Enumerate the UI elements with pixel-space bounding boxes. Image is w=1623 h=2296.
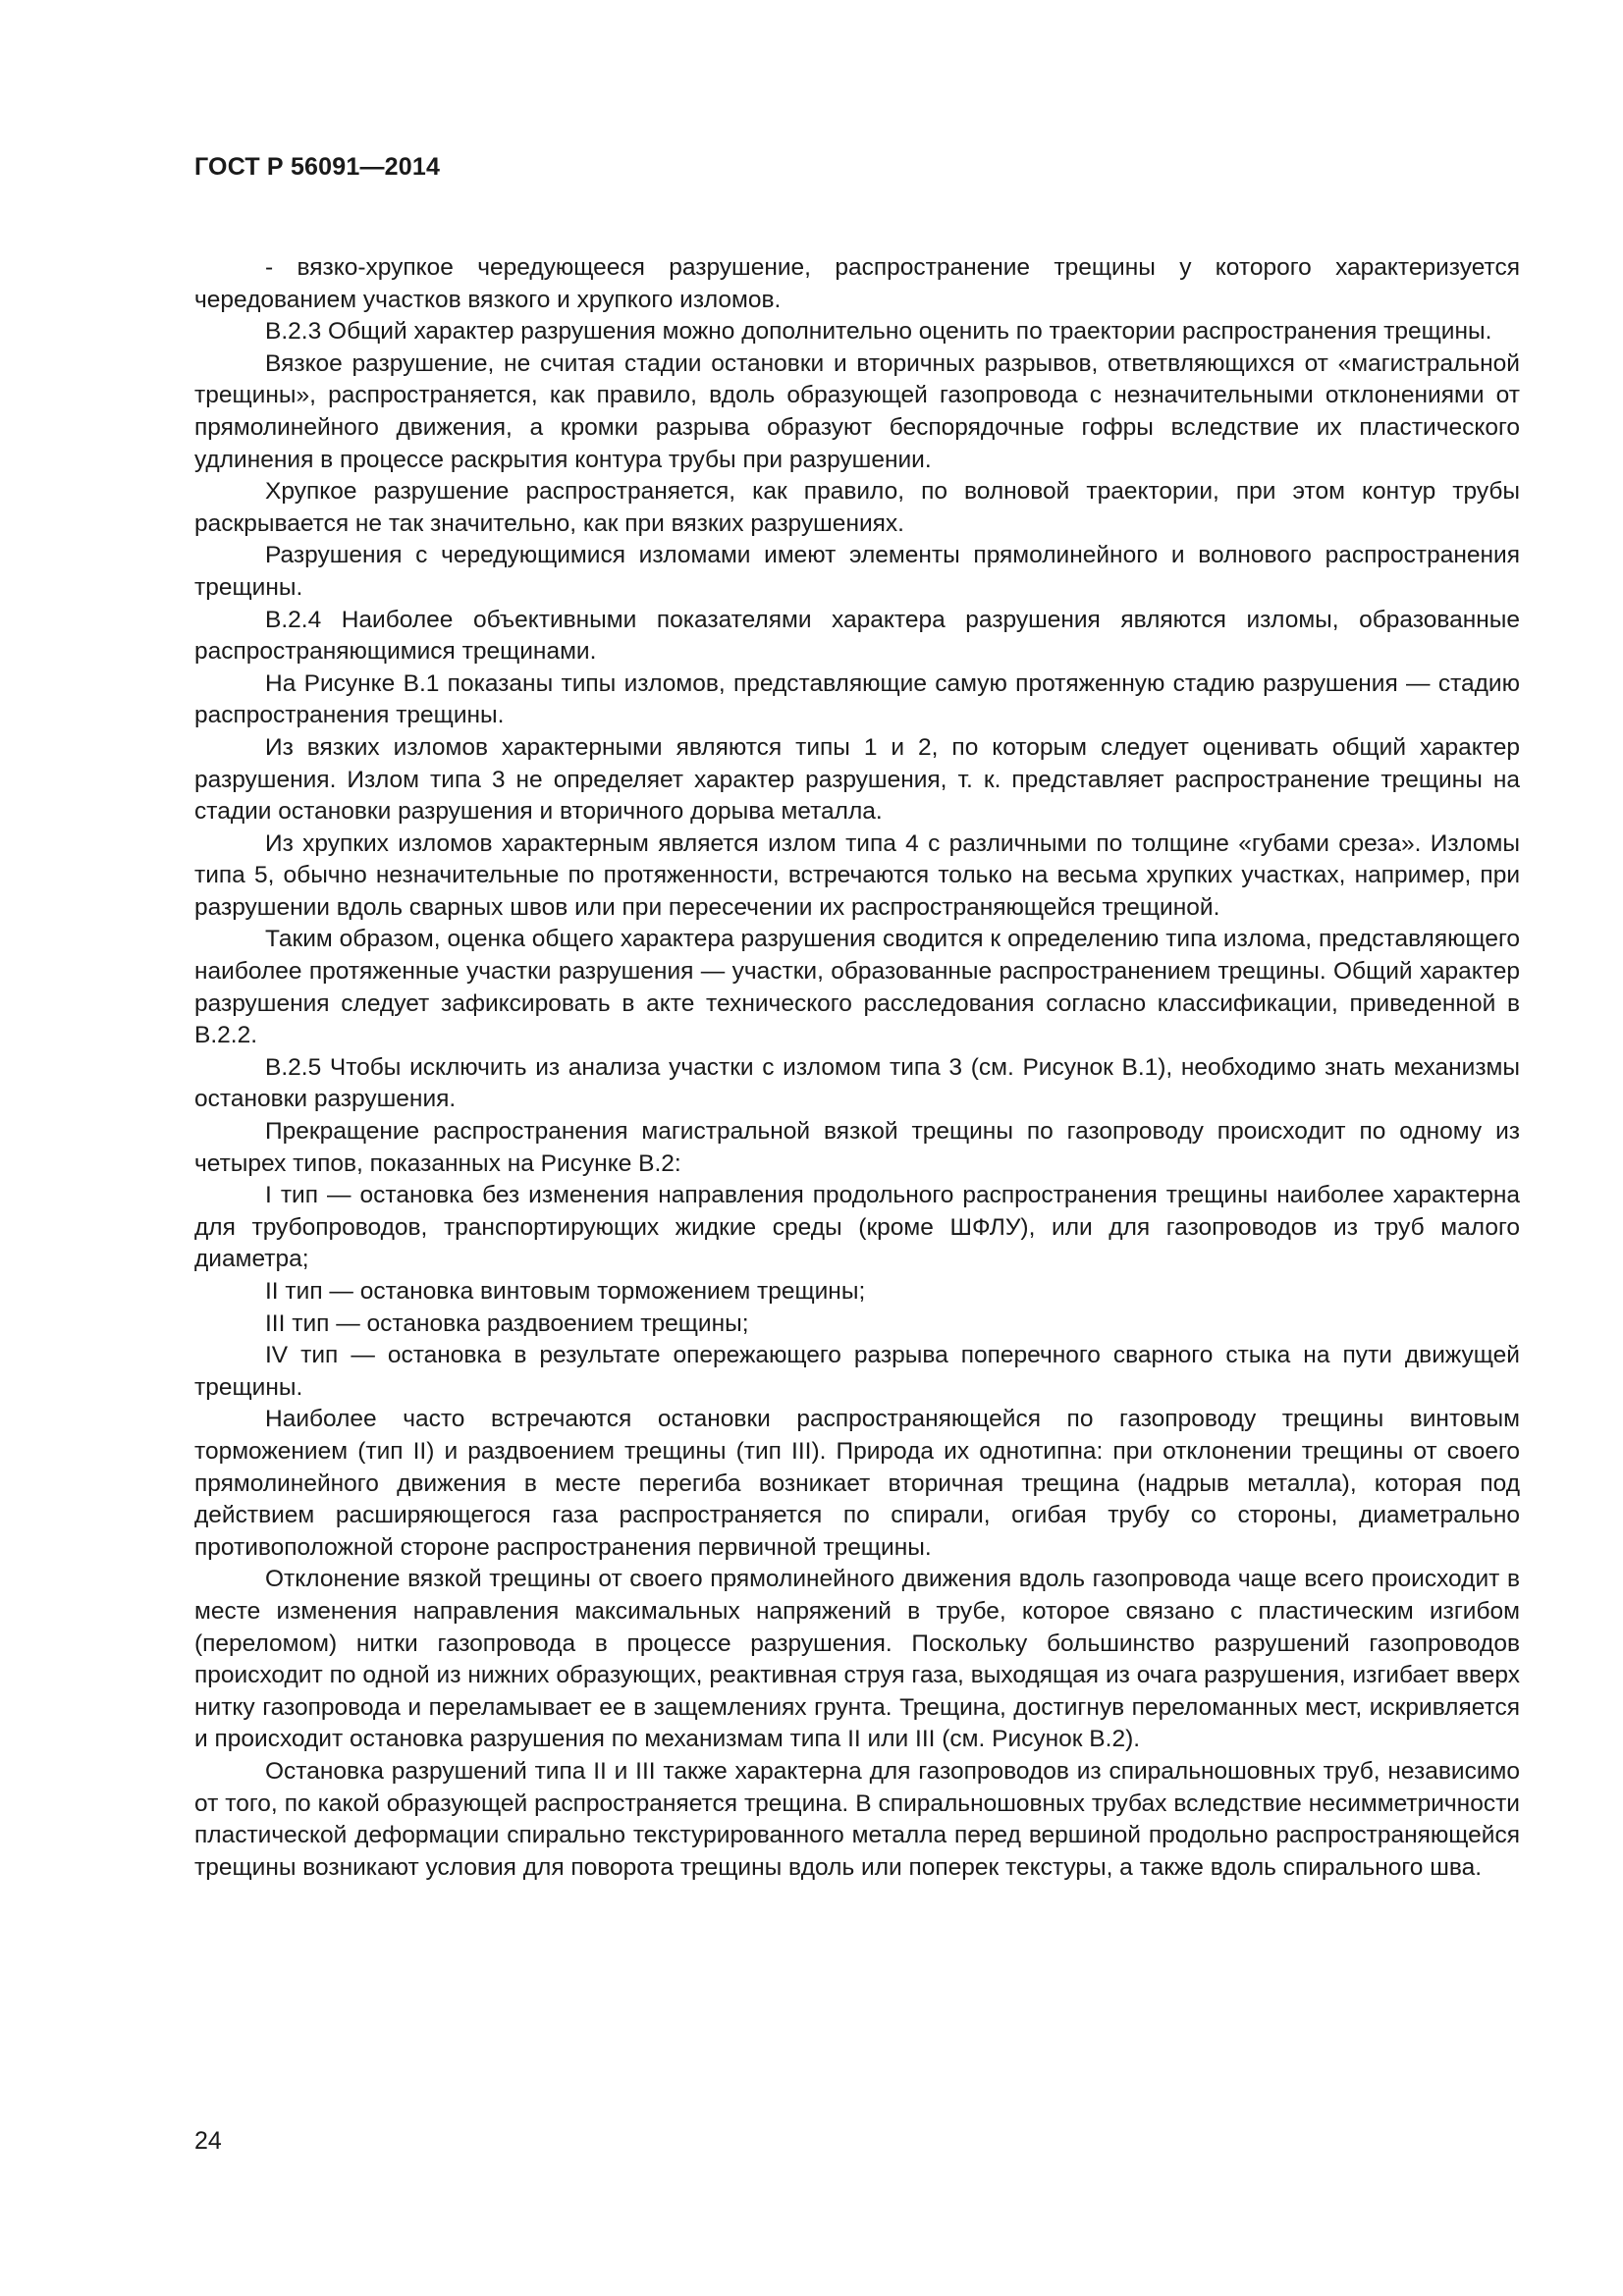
paragraph: В.2.5 Чтобы исключить из анализа участки с изломом типа 3 (см. Рисунок В.1), необходимо знать механизмы остановки разрушения.	[194, 1053, 1520, 1113]
paragraph: I тип — остановка без изменения направления продольного распространения трещины наиболее характерна для трубопроводов, транспортирующих жидкие среды (кроме ШФЛУ), или для газопроводов из труб малого диаметра;	[194, 1182, 1520, 1273]
paragraph: Прекращение распространения магистральной вязкой трещины по газопроводу происходит по одному из четырех типов, показанных на Рисунке В.2:	[194, 1118, 1520, 1177]
paragraph: Из вязких изломов характерными являются типы 1 и 2, по которым следует оценивать общий характер разрушения. Излом типа 3 не определяет характер разрушения, т. к. представляет распространение трещины на стадии остановки разрушения и вторичного дорыва металла.	[194, 733, 1520, 826]
paragraph: IV тип — остановка в результате опережающего разрыва поперечного сварного стыка на пути движущей трещины.	[194, 1342, 1520, 1401]
paragraph: II тип — остановка винтовым торможением трещины;	[265, 1278, 866, 1305]
paragraph: Остановка разрушений типа II и III также характерна для газопроводов из спиральношовных труб, независимо от того, по какой образующей распространяется трещина. В спиральношовных трубах вследствие несимметричности пластической деформации спирально текстурированного металла перед вершиной продольно распространяющейся трещины возникают условия для поворота трещины вдоль или поперек текстуры, а также вдоль спирального шва.	[194, 1757, 1520, 1881]
paragraph: III тип — остановка раздвоением трещины;	[265, 1309, 749, 1337]
paragraph: Таким образом, оценка общего характера разрушения сводится к определению типа излома, представляющего наиболее протяженные участки разрушения — участки, образованные распространением трещины. Общий характер разрушения следует зафиксировать в акте технического расследования согласно классификации, приведенной в В.2.2.	[194, 926, 1520, 1049]
paragraph: Вязкое разрушение, не считая стадии остановки и вторичных разрывов, ответвляющихся от «магистральной трещины», распространяется, как правило, вдоль образующей газопровода с незначительными отклонениями от прямолинейного движения, а кромки разрыва образуют беспорядочные гофры вследствие их пластического удлинения в процессе раскрытия контура трубы при разрушении.	[194, 349, 1520, 473]
paragraph: В.2.3 Общий характер разрушения можно дополнительно оценить по траектории распространения трещины.	[265, 318, 1492, 346]
page-number: 24	[194, 2127, 222, 2155]
paragraph: На Рисунке В.1 показаны типы изломов, представляющие самую протяженную стадию разрушения — стадию распространения трещины.	[194, 669, 1520, 729]
paragraph: Наиболее часто встречаются остановки распространяющейся по газопроводу трещины винтовым торможением (тип II) и раздвоением трещины (тип III). Природа их однотипна: при отклонении трещины от своего прямолинейного движения в месте перегиба возникает вторичная трещина (надрыв металла), которая под действием расширяющегося газа распространяется по спирали, огибая трубу со стороны, диаметрально противоположной стороне распространения первичной трещины.	[194, 1406, 1520, 1561]
paragraph: Хрупкое разрушение распространяется, как правило, по волновой траектории, при этом контур трубы раскрывается не так значительно, как при вязких разрушениях.	[194, 478, 1520, 537]
paragraph: В.2.4 Наиболее объективными показателями характера разрушения являются изломы, образованные распространяющимися трещинами.	[194, 606, 1520, 666]
document-header: ГОСТ Р 56091—2014	[194, 153, 441, 181]
paragraph: - вязко-хрупкое чередующееся разрушение, распространение трещины у которого характеризуется чередованием участков вязкого и хрупкого изломов.	[194, 254, 1520, 313]
paragraph: Из хрупких изломов характерным является излом типа 4 с различными по толщине «губами среза». Изломы типа 5, обычно незначительные по протяженности, встречаются только на весьма хрупких участках, например, при разрушении вдоль сварных швов или при пересечении их распространяющейся трещиной.	[194, 829, 1520, 921]
document-body	[194, 252, 1520, 1884]
paragraph: Отклонение вязкой трещины от своего прямолинейного движения вдоль газопровода чаще всего происходит в месте изменения направления максимальных напряжений в трубе, которое связано с пластическим изгибом (переломом) нитки газопровода в процессе разрушения. Поскольку большинство разрушений газопроводов происходит по одной из нижних образующих, реактивная струя газа, выходящая из очага разрушения, изгибает вверх нитку газопровода и переламывает ее в защемлениях грунта. Трещина, достигнув переломанных мест, искривляется и происходит остановка разрушения по механизмам типа II или III (см. Рисунок В.2).	[194, 1566, 1520, 1753]
paragraph: Разрушения с чередующимися изломами имеют элементы прямолинейного и волнового распространения трещины.	[194, 542, 1520, 601]
